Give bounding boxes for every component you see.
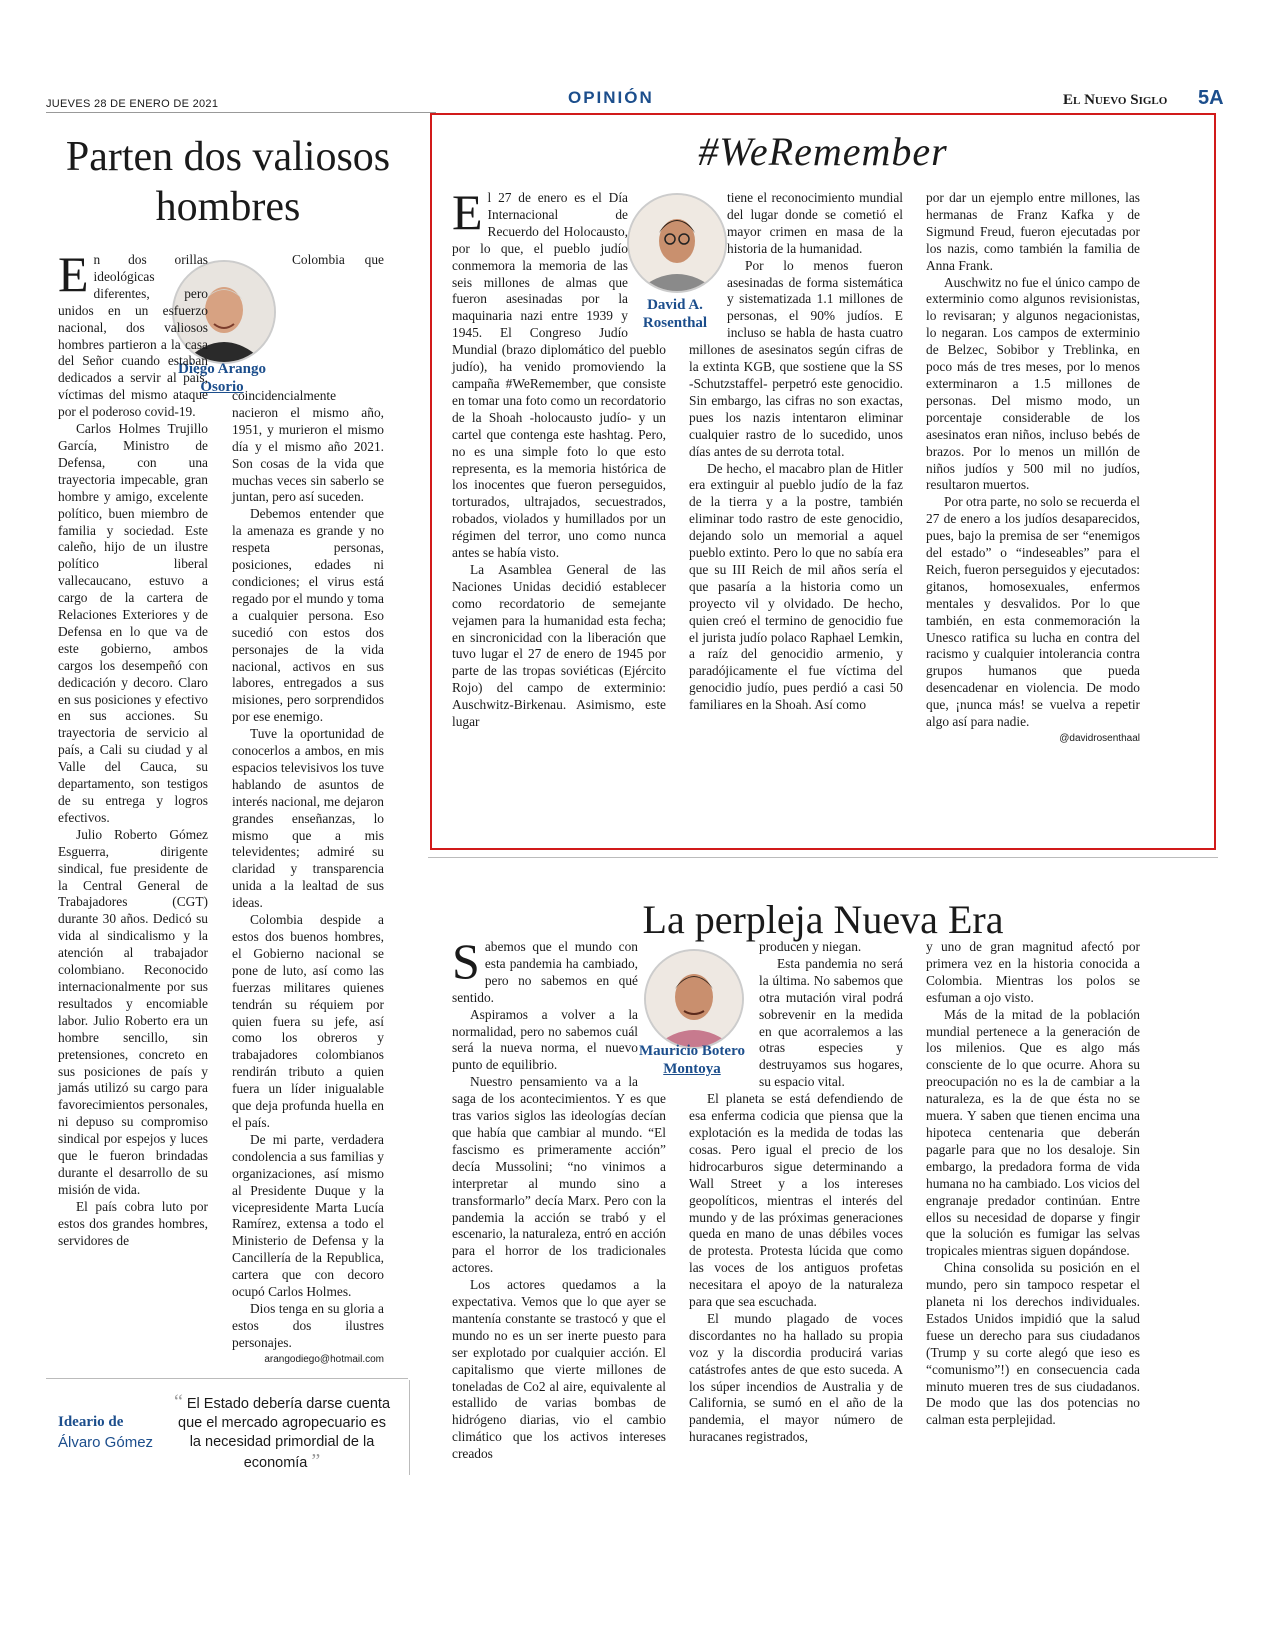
newspaper-name: El Nuevo Siglo [1063,92,1168,108]
column-divider [409,1380,410,1475]
photo-wrap-spacer [638,939,666,1089]
framed-article-col3: por dar un ejemplo entre millones, las hermanas de Franz Kafka y de Sigmund Freud, fueron ejecutadas por los nazis, como también la familia de Anna Frank. Auschwitz no fue el único campo de exterminio como algunos revisionistas, lo revisaran; y algunos negacionistas, lo negaran. Los campos de exterminio de Belzec, Sobibor y Treblinka, en poco más de tres meses, por lo menos exterminaron a 1.5 millones de personas. Del mismo modo, un porcentaje considerable de los asesinatos eran niños, incluso bebés de brazos. Por lo menos un millón de niños judíos y 500 mil no judíos, resultaron muertos. Por otra parte, no solo se recuerda el 27 de enero a los judíos desaparecidos, pues, bajo la premisa de ser “enemigos del estado” o “indeseables” para el Reich, fueron perseguidos y ejecutados: gitanos, homosexuales, enfermos mentales y desvalidos. Por lo que también, en esta conmemoración la Unesco ratifica su lucha en contra del racismo y cualquier intolerancia contra grupos humanos que pueda desencadenar en violencia. De modo que, ¡nunca más! se vuelva a repetir algo así para nadie. @davidrosenthaal [926,190,1140,748]
photo-wrap-spacer [232,252,292,388]
page-number: 5A [1198,87,1224,109]
left-article-col1: En dos orillas ideológicas diferentes, pero unidos en un esfuerzo nacional, dos valiosos hombres partieron a la casa del Señor cuando estaban dedicados a servir al país, víctimas del mismo ataque por el poderoso covid-19. Carlos Holmes Trujillo García, Ministro de Defensa, con una trayectoria impecable, gran hombre y amigo, excelente político, buen miembro de familia y sociedad. Este caleño, hijo de un ilustre político liberal vallecaucano, estuvo a cargo de la cartera de Relaciones Exteriores y de Defensa en lo que va de este gobierno, ambos cargos los desempeñó con dedicación y decoro. Claro en sus posiciones y efectivo en sus acciones. Su trayectoria de servicio al país, a Cali su ciudad y al Valle del Cauca, su departamento, son testigos de su entrega y logros efectivos. Julio Roberto Gómez Esguerra, dirigente sindical, fue presidente de la Central General de Trabajadores (CGT) durante 30 años. Dedicó su vida al sindicalismo y la atención al trabajador colombiano. Reconocido internacionalmente por sus resultados y encomiable labor. Julio Roberto era un hombre sencillo, sin pretensiones, concreto en sus posiciones de país y jamás utilizó su cargo para favorecimientos personales, ni depuso su compromiso sindical por espejos y luces que le fueron brindadas durante el desarrollo de su misión de vida. El país cobra luto por estos dos grandes hombres, servidores de [58,246,208,1248]
ideario-name: Álvaro Gómez [58,1434,154,1451]
section-title: OPINIÓN [568,88,654,107]
author-name-botero: Mauricio Botero Montoya [639,1043,745,1077]
close-quote-mark: ” [311,1450,321,1472]
author-email: arangodiego@hotmail.com [264,1353,384,1365]
framed-article-col2: tiene el reconocimiento mundial del lugar donde se cometió el mayor crimen en masa de la historia de la humanidad. Por lo menos fueron asesinadas de forma sistemática y sistematizada 1.1 millones de personas, el 90% judíos. E incluso se habla de hasta cuatro millones de asesinatos según cifras de la extinta KGB, que sostiene que la SS -Schutzstaffel- perpetró este genocidio. Sin embargo, las cifras no son exactas, pues los nazis intentaron eliminar cualquier rastro de lo sucedido, unos días antes de su derrota total. De hecho, el macabro plan de Hitler era extinguir al pueblo judío de la faz de la tierra y a la postre, también eliminar todo rastro de este genocidio, dejando solo un memorial a aquel pueblo extinto. Pero lo que no sabía era que su III Reich de mil años sería el que pasaría a la historia como un proyecto vil y olvidado. De hecho, quien creó el termino de genocidio fue el jurista judío polaco Raphael Lemkin, a raíz del genocidio armenio, y paradójicamente el fue víctima del genocidio judío, pues perdió a casi 50 familiares en la Shoah. Así como [689,190,903,713]
photo-wrap-spacer [628,190,666,340]
bottom-article-col1: Sabemos que el mundo con esta pandemia ha cambiado, pero no sabemos en qué sentido. Aspiramos a volver a la normalidad, pero no sabemos cuál será la nueva norma, el nuevo punto de equilibrio. Nuestro pensamiento va a la saga de los acontecimientos. Y es que tras varios siglos las ideologías decían que había que cambiar al mundo. “El fascismo es primeramente acción” decía Mussolini; “no vinimos a interpretar al mundo sino a transformarlo” decía Marx. Pero con la pandemia la acción se trabó y el escenario, la naturaleza, entró en acción para el horror de los tradicionales actores. Los actores quedamos a la expectativa. Vemos que lo que ayer se mantenía constante se trastocó y que el mundo no es un ser inerte puesto para ser explotado por cualquier acción. El capitalismo que vierte millones de toneladas de Co2 al aire, equivalente al estallido de varias bombas de hidrógeno diarias, vio el cambio climático que los activos intereses creados [452,933,666,1462]
framed-article-title: #WeRemember [698,129,948,174]
left-article-col2: Colombia que coincidencialmente nacieron el mismo año, 1951, y murieron el mismo día y el mismo año 2021. Son cosas de la vida que muchas veces sin saberlo se juntan, pero así suceden. Debemos entender que la amenaza es grande y no respeta personas, posiciones, edades ni condiciones; el virus está regado por el mundo y toma a cualquier persona. Eso sucedió con estos dos personajes de la vida nacional, activos en sus labores, entregados a sus misiones, pero sorprendidos por ese enemigo. Tuve la oportunidad de conocerlos a ambos, en mis espacios televisivos los tuve hablando de asuntos de interés nacional, me dejaron grandes enseñanzas, lo mismo que a mis televidentes; admiré su claridad y transparencia unida a la lealtad de sus ideas. Colombia despide a estos dos buenos hombres, el Gobierno nacional se pone de luto, así como las fuerzas militares quienes tendrán su réquiem por quien fuera su jefe, así como los obreros y trabajadores colombianos rendirán tributo a quien fuera un líder inigualable que deja profunda huella en el país. De mi parte, verdadera condolencia a sus familias y organizaciones, así mismo al Presidente Duque y la vicepresidente Marta Lucía Ramírez, extensa a todo el Ministerio de Defensa y la Cancillería de la Republica, cartera que con decoro ocupó Carlos Holmes. Dios tenga en su gloria a estos dos ilustres personajes. arangodiego@hotmail.com [232,252,384,1369]
ideario-quote: “ El Estado debería darse cuenta que el mercado agropecuario es la necesidad primordial de la economía ” [173,1391,391,1472]
section-rule [428,857,1218,858]
photo-wrap-spacer [689,939,759,1089]
issue-date: JUEVES 28 DE ENERO DE 2021 [46,98,219,110]
bottom-article-title: La perpleja Nueva Era [642,897,1004,942]
header-rule [46,112,436,113]
bottom-article-col2: producen y niegan. Esta pandemia no será la última. No sabemos que otra mutación viral podrá sobrevenir en la medida en que acorralemos a las otras especies y destruyamos sus hogares, su espacio vital. El planeta se está defendiendo de esa enferma codicia que piensa que la explotación es la medida de todas las cosas. Pero igual el precio de los hidrocarburos sigue determinando a Wall Street y a los intereses geopolíticos, mientras el interés del mundo y de las próximas generaciones queda en mano de unas débiles voces de protesta. Protesta lúcida que como las voces de los antiguos profetas necesitara el apoyo de la naturaleza para que sea escuchada. El mundo plagado de voces discordantes no ha hallado su propia voz y la discordia producirá varias catástrofes antes de que esto suceda. A los súper incendios de Australia y de California, se sumó en el año de la pandemia, el mayor número de huracanes registrados, [689,939,903,1445]
photo-wrap-spacer [689,190,727,340]
left-article-title: Parten dos valiosos hombres [65,134,391,230]
bottom-article-col3: y uno de gran magnitud afectó por primera vez en la historia conocida a Colombia. Mientras los polos se esfuman a ojo visto. Más de la mitad de la población mundial pertenece a la generación de los milenios. Que es algo más consciente de lo que ocurre. Ahora su preocupación no es la de cambiar a la naturaleza, es la de que ésta no se muera. Y saben que tienen encima una hipoteca centenaria que deberán pagarle para que no los desaloje. Sin embargo, la predadora forma de vida humana no ha cambiado. Los vicios del engranaje predador continúan. Entre ellos su necesidad de doparse y fingir que la solución es fumigar las selvas tropicales mientras siguen dopándose. China consolida su posición en el mundo, pero sin tampoco respetar el planeta ni los derechos individuales. Estados Unidos impidió que la salud fuese un derecho para sus ciudadanos (Trump y su corte alegó que ieso es “comunismo”!) en consecuencia cada minuto mueren tres de sus ciudadanos. De modo que las dos potencias no calman esta perplejidad. [926,939,1140,1428]
ideario-rule [46,1378,408,1379]
ideario-label: Ideario de [58,1414,124,1430]
framed-article-col1: El 27 de enero es el Día Internacional de Recuerdo del Holocausto, por lo que, el pueblo judío conmemora la memoria de las seis millones de almas que fueron asesinadas por la maquinaria nazi entre 1939 y 1945. El Congreso Judío Mundial (brazo diplomático del pueblo judío), ha venido promoviendo la campaña #WeRemember, que consiste en tomar una foto como un recordatorio de la Shoah -holocausto judío- y un cartel que contenga este hashtag. Pero, no es una simple foto lo que esto representa, es la memoria histórica de los inocentes que fueron perseguidos, torturados, ultrajados, secuestrados, robados, violados y humillados por un régimen del terror, uno como nunca antes se había visto. La Asamblea General de las Naciones Unidas decidió establecer como recordatorio de semejante vejamen para la humanidad esta fecha; en sincronicidad con la liberación que tuvo lugar el 27 de enero de 1945 por parte de las tropas soviéticas (Ejército Rojo) del campo de exterminio: Auschwitz-Birkenau. Asimismo, este lugar [452,184,666,730]
author-name-rosenthal: David A. Rosenthal [642,297,708,331]
author-handle: @davidrosenthaal [1059,733,1140,744]
open-quote-mark: “ [173,1391,183,1413]
author-name-arango: Diego Arango Osorio [178,361,266,395]
